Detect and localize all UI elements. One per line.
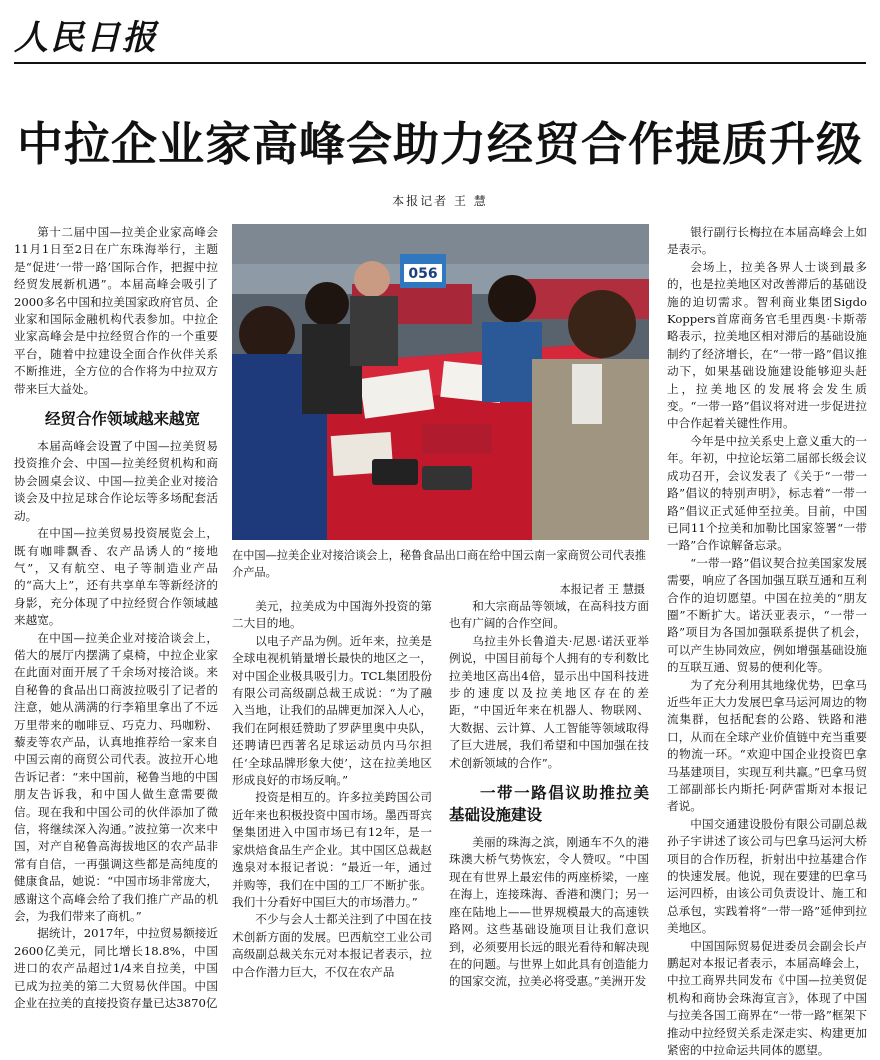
photo-illustration (232, 224, 649, 540)
paragraph: 美丽的珠海之滨，刚通车不久的港珠澳大桥气势恢宏，令人赞叹。“中国现在有世界上最宏伟的两座桥梁，一座在海上，连接珠海、香港和澳门；另一座在陆地上——世界规模最大的高速铁路网。这些基础设施项目让我们意识到，必须要用长远的眼光看待和解决现在的问题。与世界上如此具有创造能力的国家交流，拉美必将受惠。”美洲开发 (449, 835, 649, 989)
article-column-1 (14, 224, 218, 1012)
article-column-4 (667, 224, 867, 1060)
headline: 中拉企业家高峰会助力经贸合作提质升级 (17, 117, 863, 171)
article-column-2 (232, 598, 432, 981)
photo-caption (232, 547, 649, 598)
paragraph: 会场上，拉美各界人士谈到最多的，也是拉美地区对改善滞后的基础设施的迫切需求。智利商业集团Sigdo Koppers首席商务官毛里西奥·卡斯蒂略表示，拉美地区相对滞后的基础设施制约了经济增长，在“一带一路”倡议推动下，如果基础设施建设能够迎头赶上，拉美地区的发展将会发生质变。“一带一路”倡议将对进一步促进拉中合作起着关键性作用。 (667, 259, 867, 431)
paragraph: 中国国际贸易促进委员会副会长卢鹏起对本报记者表示，本届高峰会上，中拉工商界共同发布《中国—拉美贸促机构和商协会珠海宣言》，体现了中国与拉美各国工商界在“一带一路”框架下推动中拉经贸关系走深走实、构建更加紧密的中拉命运共同体的愿望。 (667, 938, 867, 1058)
paragraph: 为了充分利用其地缘优势，巴拿马近些年正大力发展巴拿马运河周边的物流集群，包括配套的公路、铁路和港口，从而在全球产业价值链中充当重要的物流一环。“欢迎中国企业投资巴拿马基建项目，实现互利共赢。”巴拿马贸工部副部长内斯托·阿萨雷斯对本报记者说。 (667, 677, 867, 814)
news-photo (232, 224, 649, 540)
paragraph: 不少与会人士都关注到了中国在技术创新方面的发展。巴西航空工业公司高级副总裁关东元对本报记者表示，拉中合作潜力巨大，不仅在农产品 (232, 912, 432, 979)
paragraph: 中国交通建设股份有限公司副总裁孙子宇讲述了该公司与巴拿马运河大桥项目的合作历程，折射出中拉基建合作的快速发展。他说，现在要建的巴拿马运河四桥，由该公司负责设计、施工和总承包，实践着将“一带一路”延伸到拉美地区。 (667, 816, 867, 936)
masthead-logo: 人民日报 (14, 18, 158, 58)
paragraph: 今年是中拉关系史上意义重大的一年。年初，中拉论坛第二届部长级会议成功召开，会议发表了《关于“一带一路”倡议的特别声明》，标志着“一带一路”倡议正式延伸至拉美。目前，中国已同11个拉美和加勒比国家签署“一带一路”合作谅解备忘录。 (667, 433, 867, 553)
paragraph: 乌拉圭外长鲁道夫·尼恩·诺沃亚举例说，中国目前每个人拥有的专利数比拉美地区高出4倍，显示出中国科技进步的速度以及拉美地区存在的差距，“中国近年来在机器人、物联网、大数据、云计算、人工智能等领域取得了巨大进展，我们希望和中国加强在技术创新领域的合作”。 (449, 633, 649, 770)
paragraph: 投资是相互的。许多拉美跨国公司近年来也积极投资中国市场。墨西哥宾堡集团进入中国市场已有12年，是一家烘焙食品生产企业。其中国区总裁赵逸泉对本报记者说：“最近一年，通过并购等，我们在中国的工厂不断扩张。我们十分看好中国巨大的市场潜力。” (232, 790, 432, 909)
paragraph: 和大宗商品等领域，在高科技方面也有广阔的合作空间。 (449, 599, 649, 631)
masthead-rule (14, 62, 866, 64)
paragraph: 在中国—拉美企业对接洽谈会上，偌大的展厅内摆满了桌椅，中拉企业家在此面对面开展了千余场对接洽谈。来自秘鲁的食品出口商波拉吸引了记者的注意，她从满满的行李箱里拿出了不远万里带来的咖啡豆、巧克力、玛咖粉、藜麦等农产品，认真地推荐给一家来自中国云南的商贸公司代表。波拉开心地告诉记者：“来中国前，秘鲁当地的中国朋友告诉我，和中国人做生意需要微信。现在我和中国公司的伙伴添加了微信，将继续深入沟通。”波拉第一次来中国，对产自秘鲁高海拔地区的农产品非常有自信，一再强调这些都是高纯度的健康食品，她说：“中国市场非常庞大，感谢这个高峰会给了我们推广产品的机会，为我们带来了商机。” (14, 630, 218, 924)
caption-text: 在中国—拉美企业对接洽谈会上，秘鲁食品出口商在给中国云南一家商贸公司代表推介产品。 (232, 549, 646, 579)
section-heading: 一带一路倡议助推拉美基础设施建设 (449, 784, 649, 825)
photo-credit: 本报记者 王 慧摄 (559, 583, 645, 596)
paragraph: 美元，拉美成为中国海外投资的第二大目的地。 (232, 599, 432, 631)
section-heading: 经贸合作领域越来越宽 (45, 410, 201, 429)
paragraph: 银行副行长梅拉在本届高峰会上如是表示。 (667, 225, 867, 257)
paragraph: 在中国—拉美贸易投资展览会上，既有咖啡飘香、农产品诱人的“接地气”，又有航空、电子等制造业产品的“高大上”，还有共享单车等新经济的身影，充分体现了中拉经贸合作领域越来越宽。 (14, 526, 218, 628)
paragraph: “一带一路”倡议契合拉美国家发展需要，响应了各国加强互联互通和互利合作的迫切愿望。中国在拉美的“朋友圈”不断扩大。诺沃亚表示，“一带一路”项目为各国加强联系提供了机会，可以产生协同效应，例如增强基础设施的互联互通、贸易的便利化等。 (667, 555, 867, 675)
paragraph: 以电子产品为例。近年来，拉美是全球电视机销量增长最快的地区之一，对中国企业极具吸引力。TCL集团股份有限公司高级副总裁王成说：“为了融入当地，让我们的品牌更加深入人心，我们在阿根廷赞助了罗萨里奥中央队，还聘请巴西著名足球运动员内马尔担任‘全球品牌形象大使’，这在拉美地区形成良好的市场反响。” (232, 633, 432, 788)
paragraph: 第十二届中国—拉美企业家高峰会11月1日至2日在广东珠海举行，主题是“促进‘一带一路’国际合作，把握中拉经贸发展新机遇”。本届高峰会吸引了2000多名中国和拉美国家政府官员、企业家和国际金融机构代表参加。中拉企业家高峰会是中拉经贸合作的一个重要平台，随着中拉建设全面合作伙伴关系不断推进，全方位的合作将为中拉双方带来巨大益处。 (14, 225, 218, 396)
paragraph: 本届高峰会设置了中国—拉美贸易投资推介会、中国—拉美经贸机构和商协会圆桌会议、中国—拉美企业对接洽谈会及中拉足球合作论坛等多场配套活动。 (14, 439, 218, 523)
byline: 本报记者 王 慧 (392, 194, 488, 208)
paragraph: 据统计，2017年，中拉贸易额接近2600亿美元，同比增长18.8%，中国进口的农产品超过1/4来自拉美，中国已成为拉美的第二大贸易伙伴国。中国企业在拉美的直接投资存量已达3870亿 (14, 926, 218, 1011)
article-column-3 (449, 598, 649, 991)
table-number-sign: 056 (408, 266, 438, 282)
